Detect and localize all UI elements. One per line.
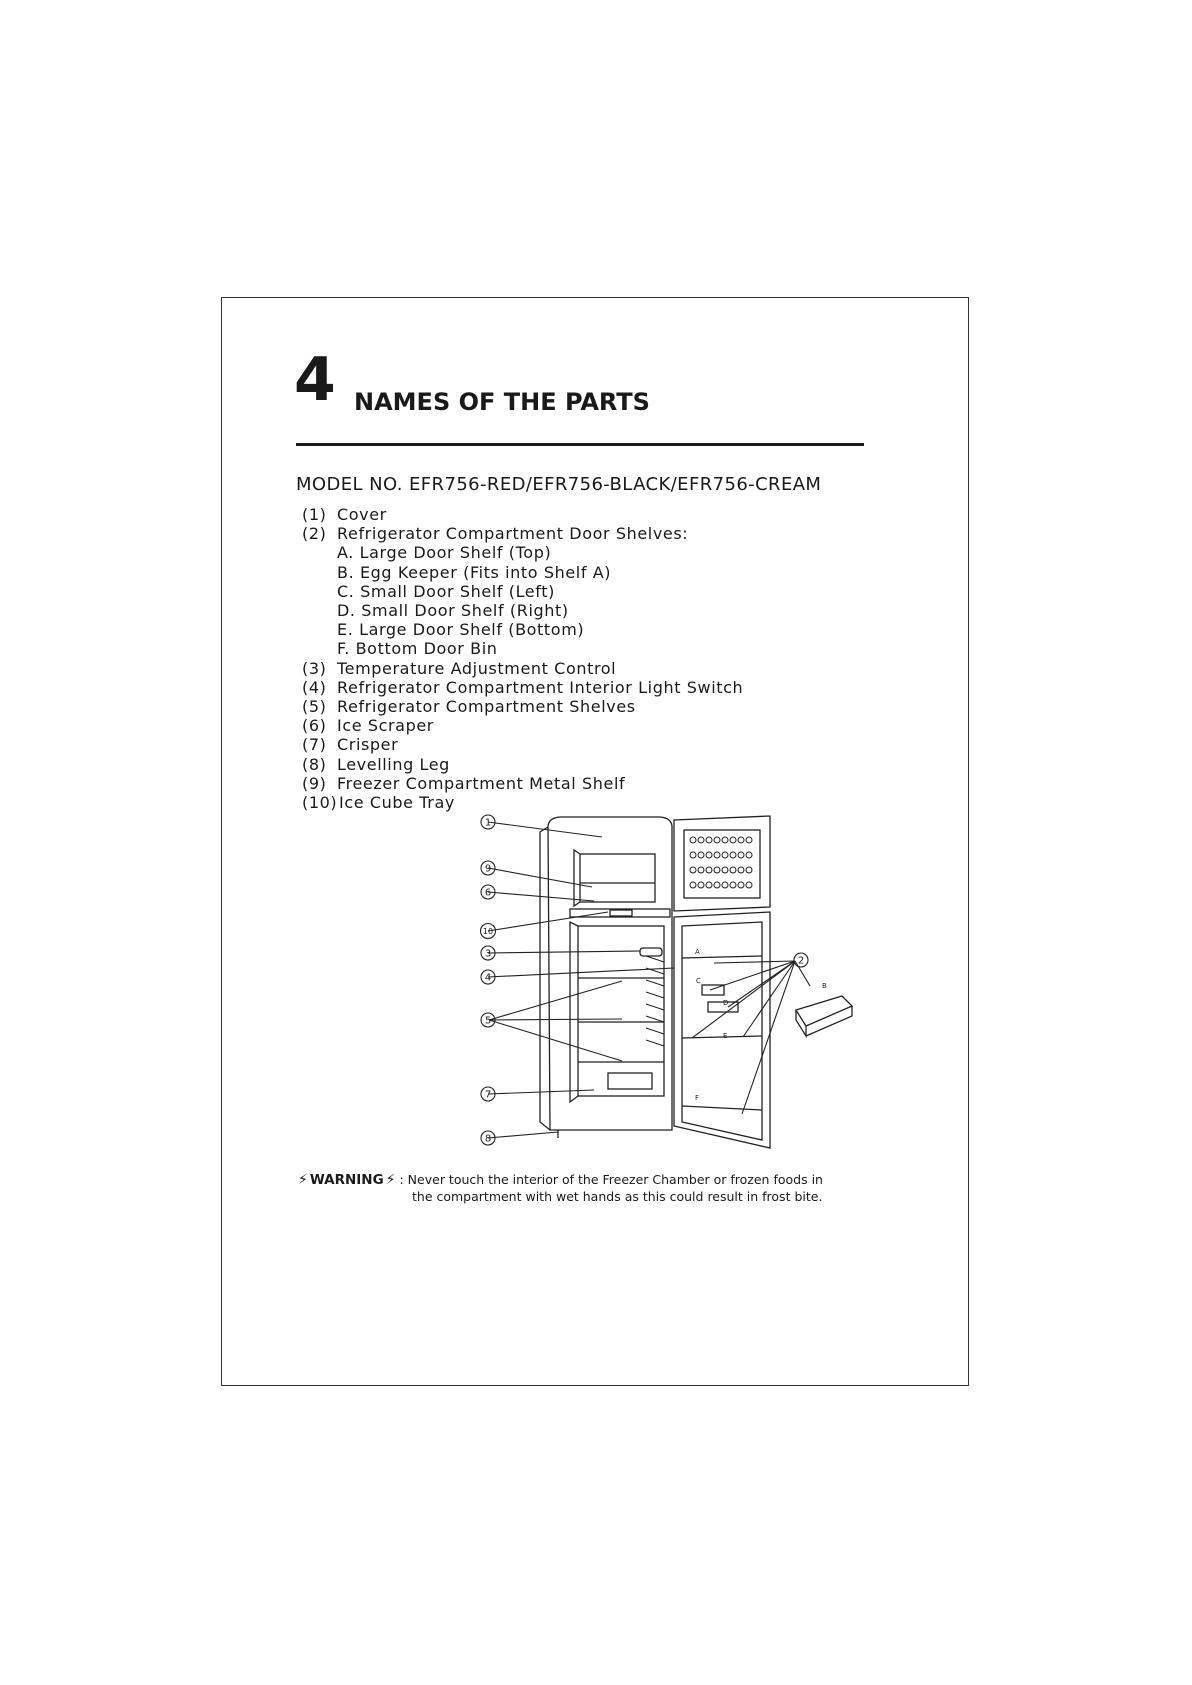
callout-9: 9	[484, 863, 492, 875]
callout-3: 3	[484, 948, 492, 960]
callout-6: 6	[484, 887, 492, 899]
freezer-door	[674, 816, 770, 911]
letter-b: B	[822, 982, 827, 990]
lightning-icon: ⚡	[385, 1172, 396, 1188]
egg-keeper	[796, 996, 852, 1036]
letter-d: D	[723, 999, 729, 1007]
list-item: (3) Temperature Adjustment Control	[302, 658, 617, 678]
letter-c: C	[696, 977, 701, 985]
lightning-icon: ⚡	[298, 1172, 308, 1188]
list-item: (6) Ice Scraper	[302, 716, 434, 736]
list-item: (10) Ice Cube Tray	[302, 793, 455, 813]
letter-a: A	[695, 948, 700, 956]
refrigerator-body	[540, 817, 672, 1138]
model-number: MODEL NO. EFR756-RED/EFR756-BLACK/EFR756-CREAM	[296, 474, 822, 495]
callout-5: 5	[484, 1015, 492, 1027]
refrigerator-diagram	[470, 810, 870, 1155]
refrigerator-door	[674, 912, 770, 1148]
list-item: F. Bottom Door Bin	[337, 639, 498, 659]
list-item: C. Small Door Shelf (Left)	[337, 581, 555, 601]
list-item: E. Large Door Shelf (Bottom)	[337, 620, 585, 640]
list-item: (5) Refrigerator Compartment Shelves	[302, 697, 636, 717]
list-item: (1) Cover	[302, 505, 387, 524]
list-item: B. Egg Keeper (Fits into Shelf A)	[337, 562, 612, 582]
warning-label: ⚡ WARNING ⚡	[298, 1172, 396, 1188]
letter-e: E	[723, 1032, 728, 1040]
title-divider	[296, 443, 864, 446]
list-item: (7) Crisper	[302, 735, 399, 755]
warning-text-line1: : Never touch the interior of the Freezer Chamber or frozen foods in	[399, 1172, 823, 1187]
list-item: (8) Levelling Leg	[302, 754, 450, 774]
callout-2: 2	[797, 955, 805, 967]
warning-text-line2: the compartment with wet hands as this could result in frost bite.	[412, 1189, 823, 1204]
list-item: D. Small Door Shelf (Right)	[337, 601, 569, 621]
callout-1: 1	[484, 817, 492, 829]
section-number: 4	[294, 345, 335, 415]
callout-10: 10	[482, 927, 494, 936]
list-item: (2) Refrigerator Compartment Door Shelves:	[302, 524, 689, 544]
callout-7: 7	[484, 1089, 492, 1101]
list-item: (4) Refrigerator Compartment Interior Light Switch	[302, 677, 744, 697]
list-item: (9) Freezer Compartment Metal Shelf	[302, 773, 626, 793]
parts-list	[302, 505, 743, 812]
callout-8: 8	[484, 1133, 492, 1145]
letter-f: F	[695, 1094, 700, 1102]
callout-4: 4	[484, 972, 492, 984]
section-title: NAMES OF THE PARTS	[354, 388, 650, 416]
list-item: A. Large Door Shelf (Top)	[337, 543, 552, 563]
